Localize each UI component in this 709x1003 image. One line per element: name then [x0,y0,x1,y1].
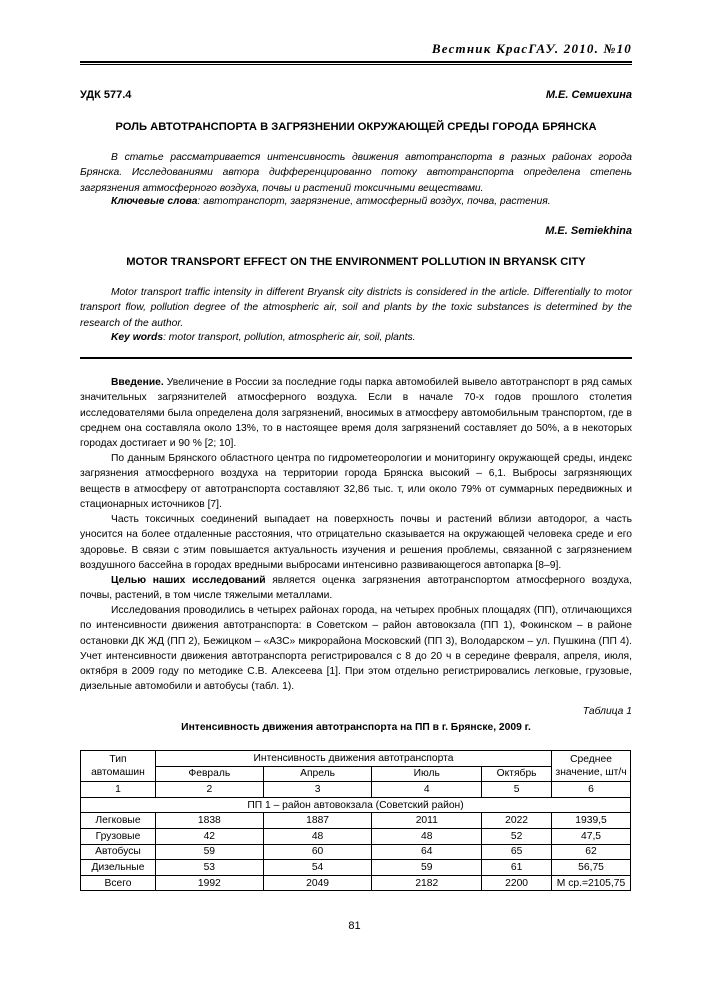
table-row [81,860,631,876]
table-cell: 48 [263,828,372,844]
table-cell: Легковые [81,813,156,829]
table-cell: 47,5 [552,828,631,844]
table-cell: 1887 [263,813,372,829]
table-cell: 48 [372,828,482,844]
table-cell: 1939,5 [552,813,631,829]
paragraph-2: По данным Брянского областного центра по гидрометеорологии и мониторингу окружающей среды, индекс загрязнения атмосферного воздуха на территории города Брянска высокий – 6,1. Выбросы загрязняющих веществ в атмосферу от автотранспорта составляют 32,86 тыс. т, или около 79% от суммарных передвижных и стационарных источников [7]. [80,453,632,510]
abstract-ru: В статье рассматривается интенсивность движения автотранспорта в разных районах города Брянска. Исследованиями автора дифференцированно потоку автотранспорта определена степень загрязнения атмосферного воздуха, почвы и растений токсичными веществами. [80,152,632,194]
title-ru: РОЛЬ АВТОТРАНСПОРТА В ЗАГРЯЗНЕНИИ ОКРУЖАЮЩЕЙ СРЕДЫ ГОРОДА БРЯНСКА [115,121,597,133]
table-row [81,875,631,891]
column-number: 6 [552,782,631,798]
table-cell: 59 [372,860,482,876]
section-label: ПП 1 – район автовокзала (Советский район) [81,797,631,813]
paragraph-3: Часть токсичных соединений выпадает на поверхность почвы и растений вблизи автодорог, а часть уносится на более отдаленные расстояния, что отрицательно сказывается на окружающей человека среде и его здоровье. В связи с этим повышается актуальность изучения и решения проблемы, связанной с загрязнением воздушного бассейна в городах вредными выбросами интенсивно развивающегося автопарка [8–9]. [80,514,632,571]
keywords-ru [80,194,632,209]
column-number: 1 [81,782,156,798]
header-intensity: Интенсивность движения автотранспорта [155,751,551,767]
author-ru: М.Е. Семиехина [545,89,632,101]
table-cell: 52 [482,828,552,844]
table-cell: 60 [263,844,372,860]
paragraph-aim [80,573,632,604]
header-month: Февраль [155,766,263,782]
table-caption: Таблица 1 [582,706,632,717]
header-rule [80,61,632,65]
abstract-en: Motor transport traffic intensity in different Bryansk city districts is considered in the article. Differentially to motor transport flow, pollution degree of the atmospheric air, soil and plants by the toxic substances is determined by the research of the author. [80,287,632,329]
table-numbers-row [81,782,631,798]
table-cell: 53 [155,860,263,876]
author-en: M.E. Semiekhina [545,225,632,237]
table-cell: 2049 [263,875,372,891]
column-number: 4 [372,782,482,798]
keywords-ru-label: Ключевые слова [111,196,198,207]
table-cell: 42 [155,828,263,844]
table-cell: 64 [372,844,482,860]
keywords-ru-text: : автотранспорт, загрязнение, атмосферный воздух, почва, растения. [197,196,551,207]
header-type: Тип автомашин [81,751,156,782]
table-row [81,828,631,844]
journal-header: Вестник КрасГАУ. 2010. №10 [431,41,632,56]
aim-text: является оценка загрязнения автотранспортом атмосферного воздуха, почвы, растений, в том числе тяжелыми металлами. [80,575,632,602]
table-cell: Всего [81,875,156,891]
table-cell: Грузовые [81,828,156,844]
table-cell: 1838 [155,813,263,829]
table-cell: 2022 [482,813,552,829]
keywords-en-text: : motor transport, pollution, atmospheric air, soil, plants. [163,332,416,343]
header-month: Октябрь [482,766,552,782]
paragraph-methods: Исследования проводились в четырех районах города, на четырех пробных площадях (ПП), отличающихся по интенсивности движения автотранспорта: в Советском – район автовокзала (ПП 1), Фокинском – в районе остановки ДК ЖД (ПП 2), Бежицком – «АЗС» микрорайона Московский (ПП 3), Володарском – ул. Пушкина (ПП 4). Учет интенсивности движения автотранспорта регистрировался с 8 до 20 ч в середине февраля, апреля, июля, октября в 2009 году по методике С.В. Алексеева [1]. При этом отдельно регистрировались легковые, грузовые, дизельные автомобили и автобусы (табл. 1). [80,605,632,693]
paragraph-introduction [80,375,632,451]
column-number: 2 [155,782,263,798]
table-cell: Автобусы [81,844,156,860]
table-cell: 65 [482,844,552,860]
table-cell: 54 [263,860,372,876]
column-number: 3 [263,782,372,798]
introduction-text: Увеличение в России за последние годы парка автомобилей вывело автотранспорт в ряд самых значительных загрязнителей атмосферного воздуха. Если в начале 70-х годов прошлого столетия исследователями была определена доля загрязнений, вносимых в атмосферу автомобильным транспортом, где в среднем она составляла около 13%, то в настоящее время доля загрязнений составляет до 50%, а в некоторых городах достигает и 90 % [2; 10]. [80,377,632,450]
traffic-table [80,750,631,891]
table-header-row [81,751,631,767]
table-cell: 61 [482,860,552,876]
udk-code: УДК 577.4 [80,89,132,101]
table-cell: 2011 [372,813,482,829]
header-month: Июль [372,766,482,782]
table-cell: 2182 [372,875,482,891]
table-row [81,844,631,860]
introduction-lead: Введение. [111,377,164,388]
keywords-en-label: Key words [111,332,164,343]
table-months-row [81,766,631,782]
table-section-row [81,797,631,813]
keywords-en [80,330,632,345]
table-cell: M ср.=2105,75 [552,875,631,891]
page-number: 81 [348,920,361,932]
column-number: 5 [482,782,552,798]
table-cell: 56,75 [552,860,631,876]
title-en: MOTOR TRANSPORT EFFECT ON THE ENVIRONMENT POLLUTION IN BRYANSK CITY [126,256,586,268]
section-rule [80,357,632,359]
table-cell: Дизельные [81,860,156,876]
aim-lead: Целью наших исследований [111,575,266,586]
table-cell: 62 [552,844,631,860]
table-cell: 1992 [155,875,263,891]
table-cell: 2200 [482,875,552,891]
header-month: Апрель [263,766,372,782]
header-mean: Среднее значение, шт/ч [552,751,631,782]
table-title: Интенсивность движения автотранспорта на ПП в г. Брянске, 2009 г. [181,722,531,733]
table-cell: 59 [155,844,263,860]
table-row [81,813,631,829]
